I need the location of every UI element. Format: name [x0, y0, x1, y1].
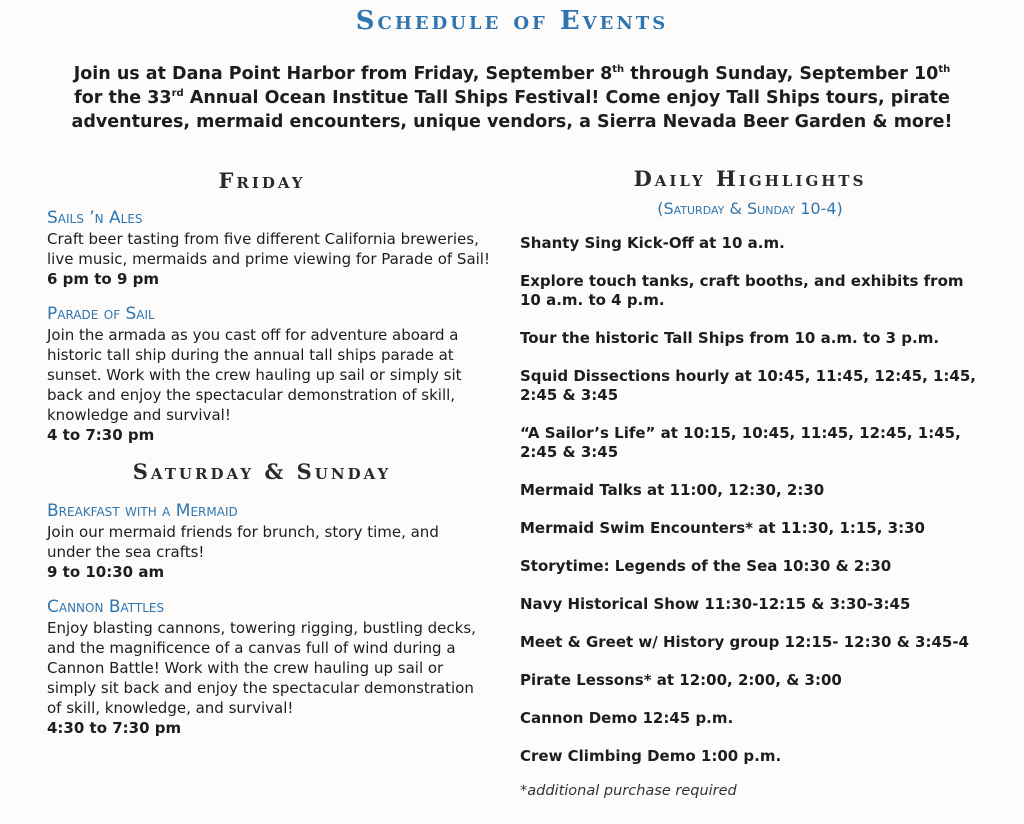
- list-item: Squid Dissections hourly at 10:45, 11:45, 12:45, 1:45, 2:45 & 3:45: [520, 367, 977, 404]
- daily-highlights-heading: Daily Highlights: [633, 166, 867, 191]
- list-item: Mermaid Talks at 11:00, 12:30, 2:30: [520, 481, 825, 499]
- event-time: 4 to 7:30 pm: [47, 426, 155, 444]
- event-title: Parade of Sail: [47, 304, 155, 324]
- page-title: Schedule of Events: [355, 6, 669, 36]
- event-breakfast-with-mermaid: [47, 500, 507, 582]
- intro-text-1: Join us at Dana Point Harbor from Friday, September 8: [73, 64, 613, 84]
- event-time: 4:30 to 7:30 pm: [47, 719, 182, 737]
- list-item: Tour the historic Tall Ships from 10 a.m. to 3 p.m.: [520, 329, 940, 347]
- list-item: Shanty Sing Kick-Off at 10 a.m.: [520, 234, 785, 252]
- left-column: [47, 168, 507, 752]
- event-sails-n-ales: [47, 207, 507, 289]
- event-time: 9 to 10:30 am: [47, 563, 165, 581]
- list-item: “A Sailor’s Life” at 10:15, 10:45, 11:45, 12:45, 1:45, 2:45 & 3:45: [520, 424, 961, 461]
- event-description: Join the armada as you cast off for adventure aboard a historic tall ship during the annual tall ships parade at sunset. Work with the crew hauling up sail or simply sit back and enjoy the spectacular demonstration of skill, knowledge and survival!: [47, 326, 462, 424]
- intro-text-3: for the 33: [74, 88, 172, 108]
- list-item: Mermaid Swim Encounters* at 11:30, 1:15, 3:30: [520, 519, 925, 537]
- daily-highlights-subheading: (Saturday & Sunday 10-4): [657, 199, 843, 218]
- highlights-list: [520, 234, 1000, 766]
- event-parade-of-sail: [47, 303, 507, 445]
- list-item: Cannon Demo 12:45 p.m.: [520, 709, 734, 727]
- event-description: Join our mermaid friends for brunch, story time, and under the sea crafts!: [47, 523, 439, 561]
- intro-text-2: through Sunday, September 10: [624, 64, 939, 84]
- list-item: Pirate Lessons* at 12:00, 2:00, & 3:00: [520, 671, 842, 689]
- event-title: Breakfast with a Mermaid: [47, 501, 238, 521]
- event-title: Cannon Battles: [47, 597, 165, 617]
- intro-sup-1: th: [612, 64, 625, 75]
- intro-paragraph: [40, 62, 984, 134]
- list-item: Meet & Greet w/ History group 12:15- 12:30 & 3:45-4: [520, 633, 969, 651]
- event-description: Enjoy blasting cannons, towering rigging, bustling decks, and the magnificence of a canvas full of wind during a Cannon Battle! Work with the crew hauling up sail or simply sit back and enjoy the spectacular demonstration of skill, knowledge, and survival!: [47, 619, 476, 717]
- event-time: 6 pm to 9 pm: [47, 270, 159, 288]
- list-item: Crew Climbing Demo 1:00 p.m.: [520, 747, 782, 765]
- event-description: Craft beer tasting from five different California breweries, live music, mermaids and prime viewing for Parade of Sail!: [47, 230, 490, 268]
- event-title: Sails ’n Ales: [47, 208, 143, 228]
- intro-sup-3: rd: [171, 88, 184, 99]
- event-cannon-battles: [47, 596, 507, 738]
- intro-text-4: Annual Ocean Institue Tall Ships Festival! Come enjoy Tall Ships tours, pirate adventures, mermaid encounters, unique vendors, a Sierra Nevada Beer Garden & more!: [71, 88, 953, 132]
- list-item: Navy Historical Show 11:30-12:15 & 3:30-3:45: [520, 595, 911, 613]
- footnote: *additional purchase required: [520, 783, 737, 799]
- friday-heading: Friday: [218, 168, 306, 193]
- intro-sup-2: th: [938, 64, 951, 75]
- list-item: Explore touch tanks, craft booths, and exhibits from 10 a.m. to 4 p.m.: [520, 272, 964, 309]
- list-item: Storytime: Legends of the Sea 10:30 & 2:30: [520, 557, 892, 575]
- saturday-sunday-heading: Saturday & Sunday: [132, 459, 392, 484]
- right-column: [520, 166, 1000, 799]
